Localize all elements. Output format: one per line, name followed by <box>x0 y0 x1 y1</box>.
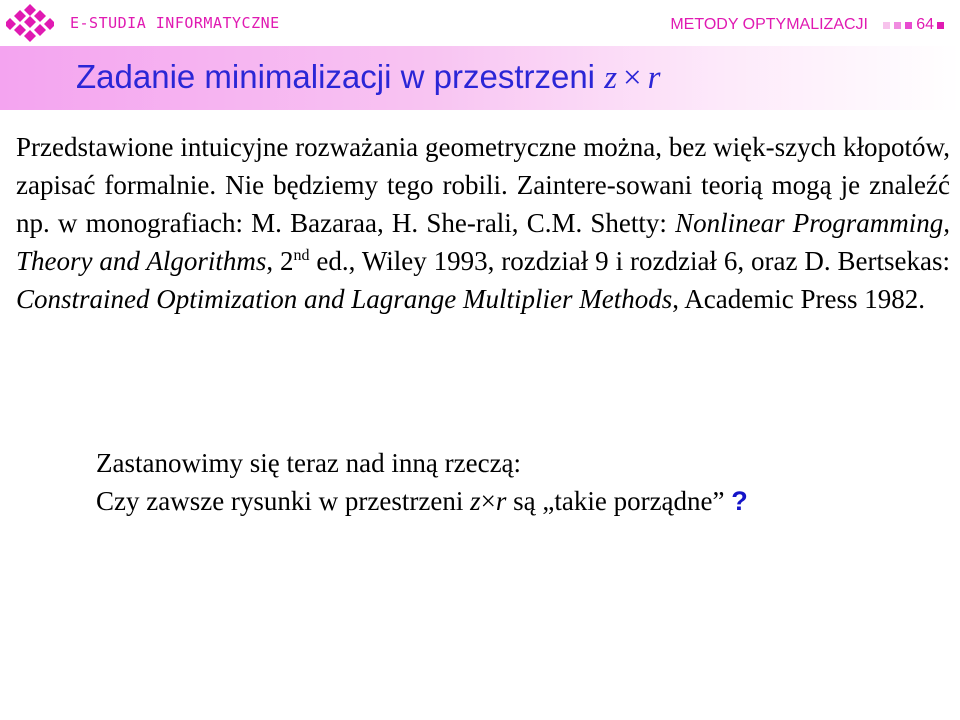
course-name: METODY OPTYMALIZACJI <box>670 16 868 33</box>
p1-part-b: , 2 <box>266 246 294 276</box>
body-paragraph <box>16 128 950 318</box>
p1-part-a: Przedstawione intuicyjne rozważania geometryczne można, bez więk-szych kłopotów, zapisać formalnie. Nie będziemy tego robili. Zaintere-sowani teorią mogą je znaleźć np. w monografiach: M. Bazaraa, H. She-rali, C.M. Shetty: <box>16 132 950 238</box>
p1-superscript: nd <box>293 247 310 264</box>
line2-math-times: × <box>480 486 496 516</box>
question-line-1: Zastanowimy się teraz nad inną rzeczą: <box>96 448 522 478</box>
pager-square-icon <box>905 22 912 29</box>
line2-part-b: są „takie porządne” <box>506 486 732 516</box>
line2-math-r: r <box>495 486 507 516</box>
title-math-times: × <box>623 60 642 96</box>
line2-part-a: Czy zawsze rysunki w przestrzeni <box>96 486 471 516</box>
estudia-logo-icon <box>6 2 54 42</box>
pager-square-icon <box>883 22 890 29</box>
p1-part-c: ed., Wiley 1993, rozdział 9 i rozdział 6, oraz D. Bertsekas: <box>309 246 951 276</box>
question-line-2 <box>96 482 748 520</box>
title-math-r: r <box>647 60 661 96</box>
title-text: Zadanie minimalizacji w przestrzeni <box>76 58 605 95</box>
pager-square-icon <box>894 22 901 29</box>
page-number: 64 <box>916 16 934 33</box>
slide-title <box>76 58 661 97</box>
brand-name: E-STUDIA INFORMATYCZNE <box>70 14 280 32</box>
question-mark-link[interactable]: ? <box>731 486 748 516</box>
book-title-1: Nonlinear Programming, Theory and Algorithms <box>16 208 950 276</box>
page-indicator <box>883 16 944 34</box>
slide-header <box>0 0 960 44</box>
line2-math-z: z <box>470 486 481 516</box>
title-math-z: z <box>604 60 618 96</box>
question-block <box>96 444 748 520</box>
p1-part-d: , Academic Press 1982. <box>672 284 925 314</box>
pager-square-icon <box>937 22 944 29</box>
book-title-2: Constrained Optimization and Lagrange Multiplier Methods <box>16 284 673 314</box>
